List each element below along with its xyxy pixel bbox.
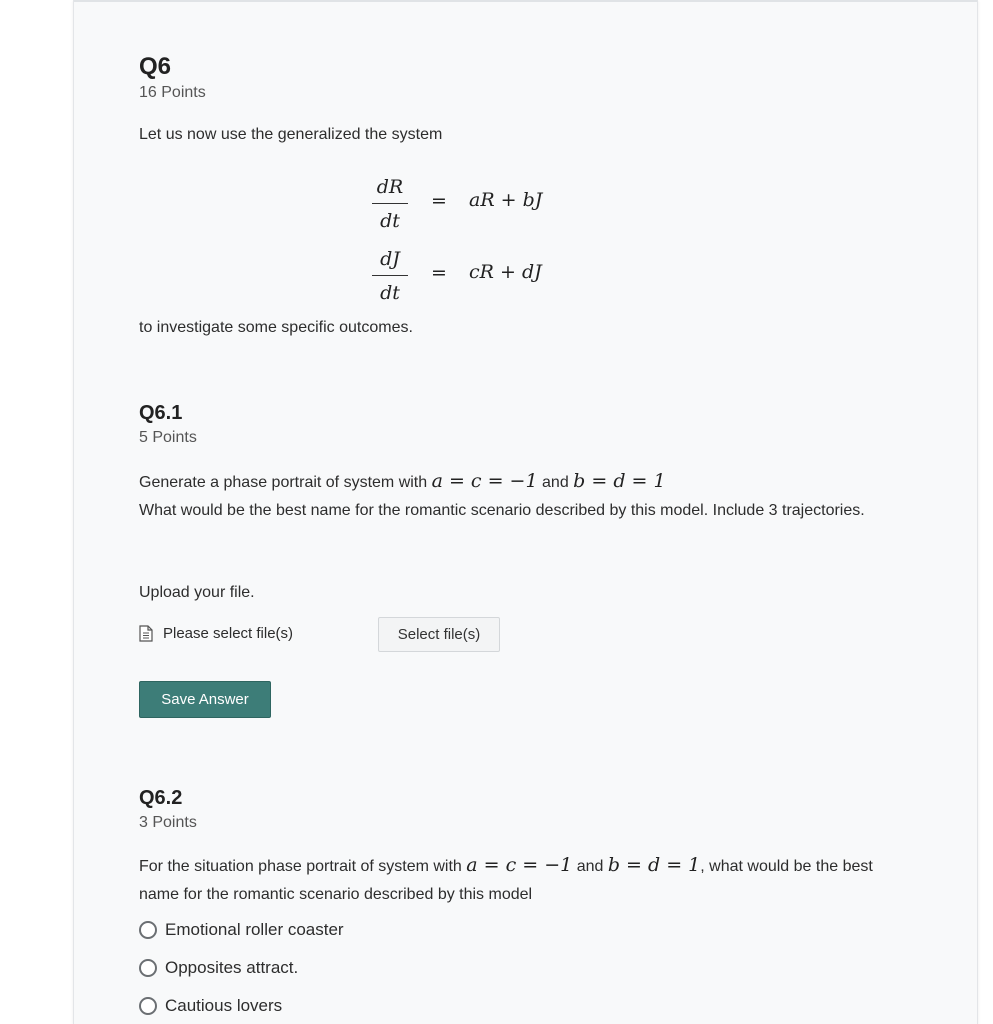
equation-2-denominator: dt (380, 282, 400, 304)
q6-2-condition-bd: b = d = 1 (607, 854, 701, 876)
q6-1-prompt-line2: What would be the best name for the romantic scenario described by this model. Include 3 trajectories. (139, 502, 865, 519)
q6-header (139, 52, 899, 104)
equation-2-rhs: cR + dJ (469, 261, 542, 283)
q6-2-options (139, 918, 899, 1024)
q6-1-condition-bd: b = d = 1 (573, 470, 666, 492)
equation-1-numerator: dR (376, 176, 404, 198)
q6-intro-text: Let us now use the generalized the system (139, 126, 443, 143)
q6-2-header (139, 785, 899, 835)
q6-1-header (139, 400, 899, 450)
document-icon (139, 625, 153, 642)
q6-2-prompt (139, 851, 899, 909)
q6-1-condition-ac: a = c = −1 (431, 470, 538, 492)
radio-button[interactable] (139, 921, 157, 939)
equation-1-denominator: dt (380, 210, 400, 232)
question-card (73, 0, 978, 1024)
equation-1-equals: = (431, 190, 447, 212)
equation-1-rhs: aR + bJ (469, 189, 543, 211)
q6-title: Q6 (139, 53, 172, 80)
q6-1-prompt-pre: Generate a phase portrait of system with (139, 474, 432, 491)
equation-2-numerator: dJ (380, 248, 400, 270)
upload-label: Upload your file. (139, 584, 255, 601)
q6-outro-text: to investigate some specific outcomes. (139, 319, 413, 336)
option-label: Opposites attract. (165, 958, 299, 977)
file-placeholder (139, 625, 293, 642)
q6-2-points: 3 Points (139, 814, 197, 831)
option-cautious-lovers[interactable] (139, 996, 282, 1016)
upload-row (139, 616, 899, 653)
option-opposites-attract[interactable] (139, 958, 298, 978)
q6-2-and: and (572, 858, 608, 875)
save-area (139, 681, 899, 718)
q6-1-title: Q6.1 (139, 402, 183, 424)
q6-2-prompt-post: , what would be the best name for the romantic scenario described by this model (139, 858, 873, 903)
radio-button[interactable] (139, 959, 157, 977)
equation-system (139, 170, 899, 310)
equation-2-lhs (372, 247, 408, 305)
option-label: Emotional roller coaster (165, 920, 344, 939)
q6-1-prompt (139, 467, 899, 525)
equation-1-lhs (372, 175, 408, 233)
option-label: Cautious lovers (165, 996, 283, 1015)
q6-1-points: 5 Points (139, 429, 197, 446)
radio-button[interactable] (139, 997, 157, 1015)
option-emotional-roller-coaster[interactable] (139, 920, 344, 940)
q6-2-condition-ac: a = c = −1 (466, 854, 573, 876)
select-files-button[interactable]: Select file(s) (378, 617, 500, 652)
q6-2-title: Q6.2 (139, 787, 183, 809)
file-placeholder-text: Please select file(s) (163, 625, 294, 642)
q6-2-prompt-pre: For the situation phase portrait of system with (139, 858, 467, 875)
equation-2-equals: = (431, 262, 447, 284)
q6-points: 16 Points (139, 84, 206, 101)
save-answer-button[interactable]: Save Answer (139, 681, 271, 718)
q6-1-and: and (537, 474, 574, 491)
q6-1-prompt-line1 (139, 467, 899, 497)
